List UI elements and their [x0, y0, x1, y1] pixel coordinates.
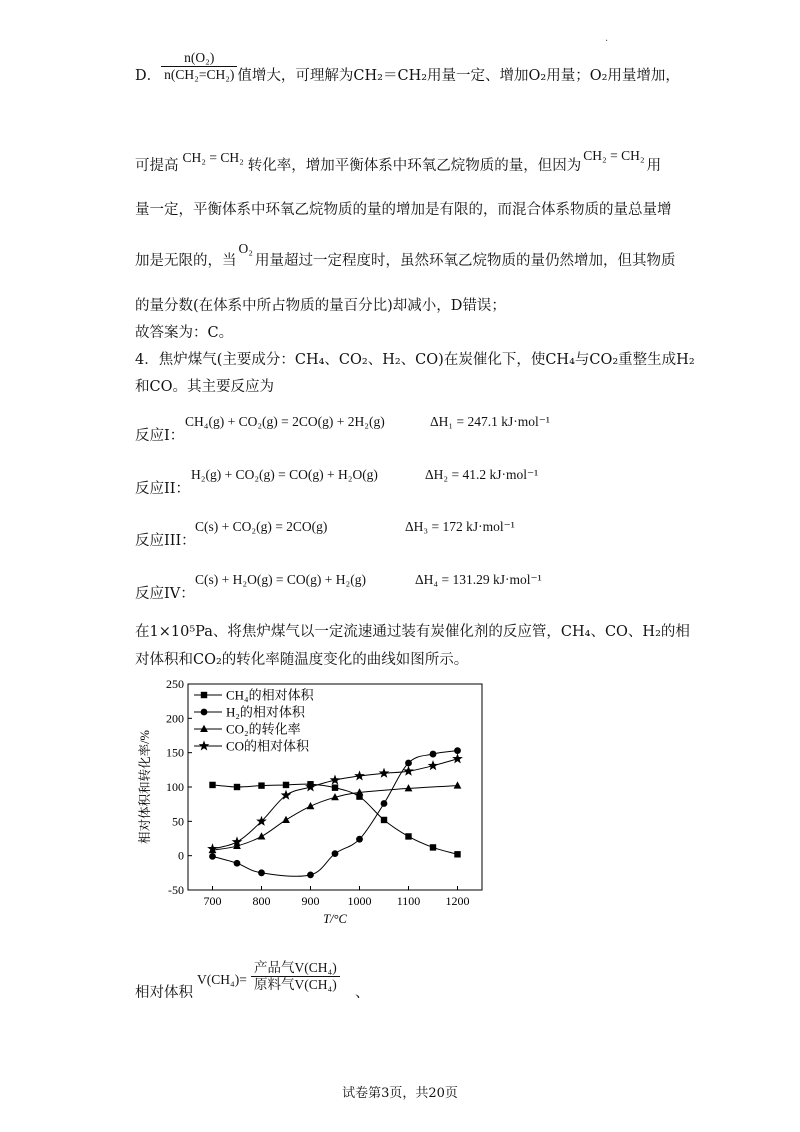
rel-label: 相对体积	[135, 985, 193, 1001]
page-footer: 试卷第3页，共20页	[342, 1086, 458, 1101]
legend-label-co2: CO₂的转化率	[226, 721, 301, 737]
ethylene-formula-2: CH₂ = CH₂	[583, 148, 645, 163]
reaction-1-label: 反应I：	[135, 428, 185, 444]
reaction-2-enthalpy: ΔH₂ = 41.2 kJ·mol⁻¹	[425, 467, 539, 482]
temperature-chart	[135, 672, 500, 937]
data-point-co2	[454, 781, 462, 788]
data-point-co	[330, 775, 341, 785]
ethylene-formula: CH₂ = CH₂	[182, 150, 244, 165]
relative-volume-definition	[135, 958, 535, 1008]
legend-marker-co	[199, 740, 210, 750]
data-point-ch4	[332, 784, 338, 790]
reaction-2-equation: H₂(g) + CO₂(g) = CO(g) + H₂O(g)	[191, 467, 378, 482]
rel-numerator: 产品气V(CH₄)	[251, 960, 340, 977]
data-point-ch4	[381, 817, 387, 823]
data-point-co	[452, 753, 463, 763]
data-point-ch4	[405, 833, 411, 839]
para-d-line4	[135, 241, 676, 271]
data-point-h2	[405, 760, 412, 767]
line2-mid: 转化率，增加平衡体系中环氧乙烷物质的量，但因为	[247, 158, 582, 174]
reaction-3	[135, 517, 695, 557]
ratio-numerator: n(O₂)	[161, 50, 237, 67]
reaction-1	[135, 412, 695, 452]
rel-denominator: 原料气V(CH₄)	[254, 977, 337, 992]
y-tick-label: 50	[172, 814, 184, 829]
data-point-h2	[234, 860, 241, 867]
reaction-1-equation: CH₄(g) + CO₂(g) = 2CO(g) + 2H₂(g)	[185, 414, 385, 429]
reaction-3-label: 反应III：	[135, 533, 196, 549]
answer-line: 故答案为：C。	[135, 325, 234, 341]
oxygen-formula: O₂	[238, 241, 253, 256]
series-line-h2	[213, 751, 458, 877]
rel-lhs: V(CH₄)=	[197, 972, 247, 987]
para-d-line3: 量一定，平衡体系中环氧乙烷物质的量的增加是有限的，而混合体系物质的量总量增	[135, 202, 672, 218]
rel-fraction	[251, 960, 340, 993]
data-point-h2	[430, 751, 437, 758]
data-point-co	[428, 760, 439, 770]
q4-line1: 4．焦炉煤气(主要成分：CH₄、CO₂、H₂、CO)在炭催化下，使CH₄与CO₂重整生成H₂	[135, 352, 695, 368]
data-point-ch4	[454, 851, 460, 857]
q4-line2: 和CO。其主要反应为	[135, 379, 274, 395]
data-point-ch4	[283, 782, 289, 788]
legend-label-h2: H₂的相对体积	[226, 704, 305, 720]
x-tick-label: 1000	[347, 894, 372, 908]
data-point-h2	[332, 850, 339, 857]
reaction-4	[135, 570, 695, 610]
reaction-4-enthalpy: ΔH₄ = 131.29 kJ·mol⁻¹	[415, 572, 542, 587]
para-d-line1-text: 值增大，可理解为CH₂＝CH₂用量一定、增加O₂用量；O₂用量增加，	[237, 68, 680, 84]
y-tick-label: 150	[166, 745, 184, 760]
reaction-2-label: 反应II：	[135, 481, 190, 497]
data-point-ch4	[258, 782, 264, 788]
option-d-label: D．	[135, 68, 162, 84]
reaction-4-label: 反应IV：	[135, 586, 195, 602]
data-point-h2	[209, 853, 216, 860]
line2-end: 用	[646, 158, 662, 174]
reaction-1-enthalpy: ΔH₁ = 247.1 kJ·mol⁻¹	[430, 414, 550, 429]
reaction-3-enthalpy: ΔH₃ = 172 kJ·mol⁻¹	[405, 519, 515, 534]
data-point-h2	[307, 871, 314, 878]
y-tick-label: 100	[166, 780, 184, 794]
y-tick-label: 0	[178, 848, 184, 863]
y-axis-label: 相对体积和转化率/%	[138, 730, 152, 844]
data-point-co2	[307, 802, 315, 809]
data-point-ch4	[209, 782, 215, 788]
series-line-co	[213, 759, 458, 849]
y-tick-label: -50	[168, 883, 184, 897]
data-point-co	[354, 770, 365, 780]
data-point-ch4	[430, 844, 436, 850]
para-d-line1	[135, 49, 680, 86]
line2-pre: 可提高	[135, 158, 179, 174]
data-point-co	[379, 768, 390, 778]
condition-line1: 在1×10⁵Pa、将焦炉煤气以一定流速通过装有炭催化剂的反应管，CH₄、CO、H₂的相	[135, 624, 690, 640]
data-point-co2	[258, 832, 266, 839]
para-d-line2	[135, 148, 662, 176]
x-tick-label: 700	[203, 894, 222, 908]
corner-mark: ·	[605, 36, 609, 47]
condition-line2: 对体积和CO₂的转化率随温度变化的曲线如图所示。	[135, 652, 469, 668]
legend-label-ch4: CH₄的相对体积	[226, 687, 314, 703]
reaction-4-equation: C(s) + H₂O(g) = CO(g) + H₂(g)	[195, 572, 366, 587]
ratio-fraction	[161, 50, 237, 83]
x-axis-label: T/°C	[323, 912, 347, 926]
ratio-denominator: n(CH₂=CH₂)	[164, 66, 235, 82]
data-point-h2	[454, 747, 461, 754]
rel-tail: 、	[355, 985, 370, 1001]
reaction-2	[135, 465, 695, 505]
x-tick-label: 900	[301, 894, 320, 908]
legend-label-co: CO的相对体积	[226, 738, 310, 754]
line4-pre: 加是无限的，当	[135, 253, 237, 269]
y-tick-label: 250	[166, 677, 184, 691]
y-tick-label: 200	[166, 711, 184, 726]
x-tick-label: 800	[252, 894, 271, 908]
reaction-3-equation: C(s) + CO₂(g) = 2CO(g)	[195, 519, 328, 534]
data-point-co	[305, 781, 316, 791]
para-d-line5: 的量分数(在体系中所占物质的量百分比)却减小，D错误；	[135, 298, 506, 314]
x-tick-label: 1100	[396, 894, 421, 908]
legend-marker-ch4	[201, 692, 207, 698]
data-point-h2	[356, 836, 363, 843]
data-point-h2	[381, 800, 388, 807]
line4-rest: 用量超过一定程度时，虽然环氧乙烷物质的量仍然增加，但其物质	[254, 253, 676, 269]
data-point-co2	[282, 816, 290, 823]
data-point-h2	[258, 869, 265, 876]
x-tick-label: 1200	[445, 894, 470, 908]
legend-marker-h2	[201, 709, 208, 716]
legend-marker-co2	[200, 725, 208, 732]
data-point-ch4	[234, 784, 240, 790]
